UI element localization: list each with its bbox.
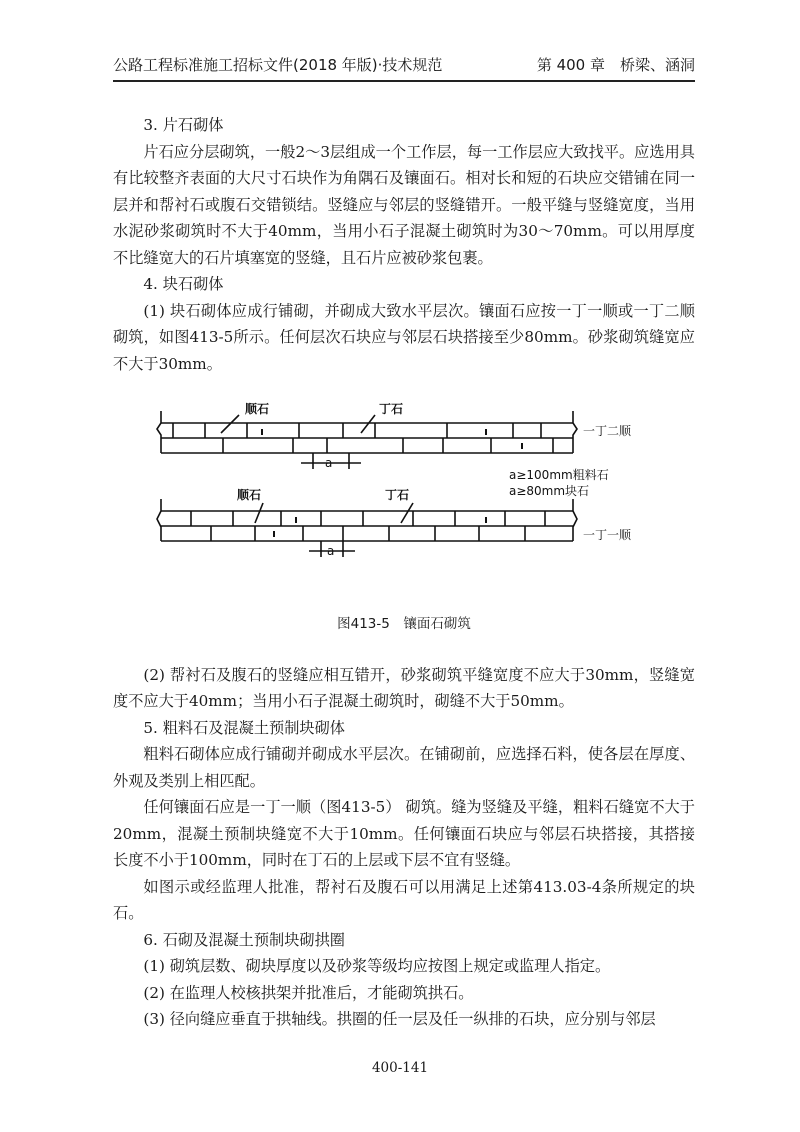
lower-header-leader [401,503,413,523]
upper-stretcher-label: 顺石 [245,402,270,416]
lower-wall-right-edge [573,499,577,541]
upper-header-leader [361,415,375,433]
section-6-paragraph-3: (3) 径向缝应垂直于拱轴线。拱圈的任一层及任一纵排的石块，应分别与邻层 [143,1010,656,1028]
page-header [113,52,695,82]
section-5-paragraph-1: 粗料石砌体应成行铺砌并砌成水平层次。在铺砌前，应选择石料，使各层在厚度、外观及类别上相匹配。 [113,745,695,790]
header-chapter: 第 400 章 桥梁、涵洞 [536,56,695,74]
section-6-title: 6. 石砌及混凝土预制块砌拱圈 [143,930,345,949]
section-5-paragraph-2: 任何镶面石应是一丁一顺（图413-5） 砌筑。缝为竖缝及平缝，粗料石缝宽不大于20mm，混凝土预制块缝宽不大于10mm。任何镶面石块应与邻层石块搭接，其搭接长度不小于100mm，同时在丁石的上层或下层不宜有竖缝。 [113,798,695,869]
lower-header-label: 丁石 [385,488,410,502]
section-4-title: 4. 块石砌体 [143,275,224,293]
section-4-paragraph-1: (1) 块石砌体应成行铺砌，并砌成大致水平层次。镶面石应按一丁一顺或一丁二顺砌筑，如图413-5所示。任何层次石块应与邻层石块搭接至少80mm。砂浆砌筑缝宽应不大于30mm。 [113,301,695,373]
section-3-title: 3. 片石砌体 [143,116,224,134]
section-4-paragraph-2: (2) 帮衬石及腹石的竖缝应相互错开，砂浆砌筑平缝宽度不应大于30mm，竖缝宽度不应大于40mm；当用小石子混凝土砌筑时，砌缝不大于50mm。 [113,665,695,710]
figure-caption: 图413-5 镶面石砌筑 [337,616,471,632]
page-body [113,112,695,1033]
page-number: 400-141 [371,1060,429,1076]
lower-wall-left-edge [157,499,161,541]
note-coarse-stone: a≥100mm粗料石 [509,468,609,482]
section-3-paragraph: 片石应分层砌筑，一般2～3层组成一个工作层，每一工作层应大致找平。应选用具有比较整齐表面的大尺寸石块作为角隅石及镶面石。相对长和短的石块应交错铺在同一层并和帮衬石或腹石交错锁结。竖缝应与邻层的竖缝错开。一般平缝与竖缝宽度，当用水泥砂浆砌筑时不大于40mm，当用小石子混凝土砌筑时为30～70mm。可以用厚度不比缝宽大的石片填塞宽的竖缝，且石片应被砂浆包裹。 [113,142,695,267]
section-6-paragraph-1: (1) 砌筑层数、砌块厚度以及砂浆等级均应按图上规定或监理人指定。 [143,957,611,975]
one-header-two-stretchers-label: 一丁二顺 [583,424,632,438]
one-header-one-stretcher-label: 一丁一顺 [583,528,632,542]
section-5-title: 5. 粗料石及混凝土预制块砌体 [143,718,345,737]
lower-dimension-a: a [327,544,335,558]
masonry-figure [113,401,695,601]
header-left-title: 公路工程标准施工招标文件(2018 年版)·技术规范 [113,56,443,74]
lower-stretcher-label: 顺石 [237,488,262,502]
note-block-stone: a≥80mm块石 [509,484,590,498]
upper-header-label: 丁石 [379,402,404,416]
section-5-paragraph-3: 如图示或经监理人批准，帮衬石及腹石可以用满足上述第413.03-4条所规定的块石。 [113,877,695,922]
lower-stretcher-leader [255,503,263,523]
upper-dimension-a: a [325,456,333,470]
masonry-diagram [113,401,695,601]
upper-stretcher-leader [221,415,239,433]
section-6-paragraph-2: (2) 在监理人校核拱架并批准后，才能砌筑拱石。 [143,983,474,1002]
upper-wall-right-edge [573,411,577,453]
upper-wall-left-edge [157,411,161,453]
